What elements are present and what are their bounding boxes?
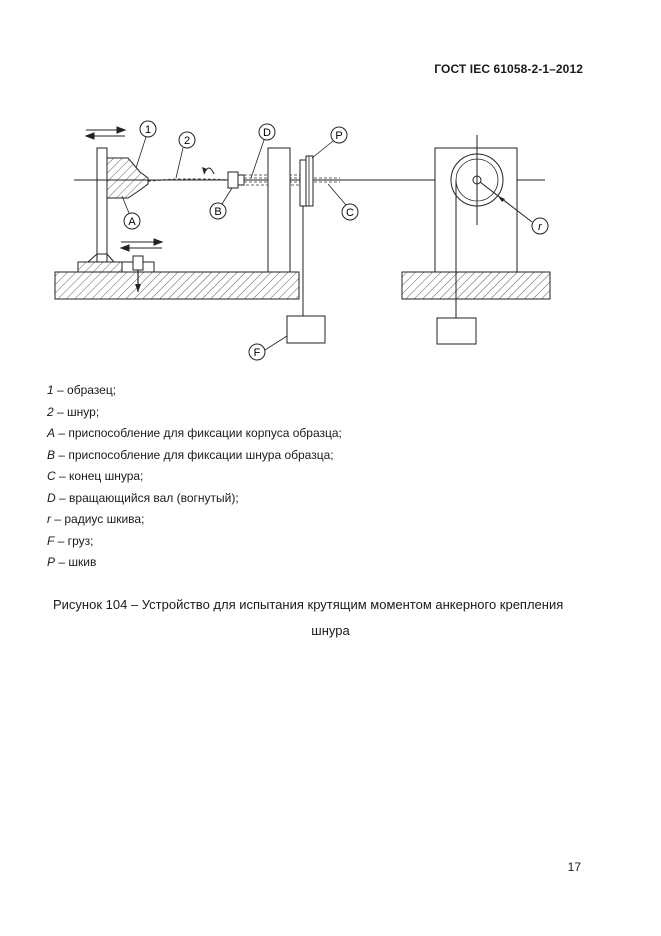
svg-text:C: C [346,207,354,219]
cord-clamp-nut [238,175,244,185]
figure-legend [47,380,342,574]
lower-double-arrow-icon [121,239,162,251]
stand-foot [78,262,122,272]
legend-item-1: 1 – образец; [47,383,117,397]
specimen-holder [107,158,148,198]
callout-r [532,218,548,234]
svg-text:P: P [335,130,343,142]
torque-test-apparatus-figure [40,110,580,370]
svg-text:D: D [263,127,271,139]
legend-item-D: D – вращающийся вал (вогнутый); [47,490,239,505]
pulley-side-view [300,160,306,206]
screw-head [133,256,143,270]
legend-item-A: A – приспособление для фиксации корпуса образца; [47,426,342,440]
middle-support-column [268,148,290,272]
svg-text:B: B [214,206,222,218]
svg-text:2: 2 [183,135,191,147]
page-number: 17 [567,860,581,874]
callout-P [312,127,347,158]
callout-1 [136,121,156,168]
legend-item-B: B – приспособление для фиксации шнура образца; [47,447,334,462]
caption-line-2: шнура [311,623,350,638]
legend-item-2: 2 – шнур; [47,404,100,419]
callout-2 [176,132,195,178]
left-stand-column [97,148,107,262]
right-base-plate [402,272,550,299]
callout-B [210,188,232,219]
weight-F [287,316,325,343]
pulley-hub [306,156,313,206]
figure-caption [0,592,661,644]
callout-F [249,336,287,360]
svg-text:1: 1 [144,124,152,136]
cord-clamp-body [228,172,238,188]
document-header: ГОСТ IEC 61058-2-1–2012 [434,62,583,76]
svg-text:r: r [538,221,542,233]
right-weight [437,318,476,344]
legend-item-r: r – радиус шкива; [47,512,145,526]
legend-item-C: C – конец шнура; [47,469,144,483]
svg-text:A: A [128,216,136,228]
callout-A [122,196,140,229]
legend-item-P: P – шкив [47,555,97,569]
caption-line-1: Рисунок 104 – Устройство для испытания крутящим моментом анкерного крепления [53,597,564,612]
svg-text:F: F [253,347,261,359]
legend-item-F: F – груз; [47,533,94,548]
left-base-plate [55,272,299,299]
left-double-arrow-icon [86,127,125,139]
callout-C [328,184,358,220]
